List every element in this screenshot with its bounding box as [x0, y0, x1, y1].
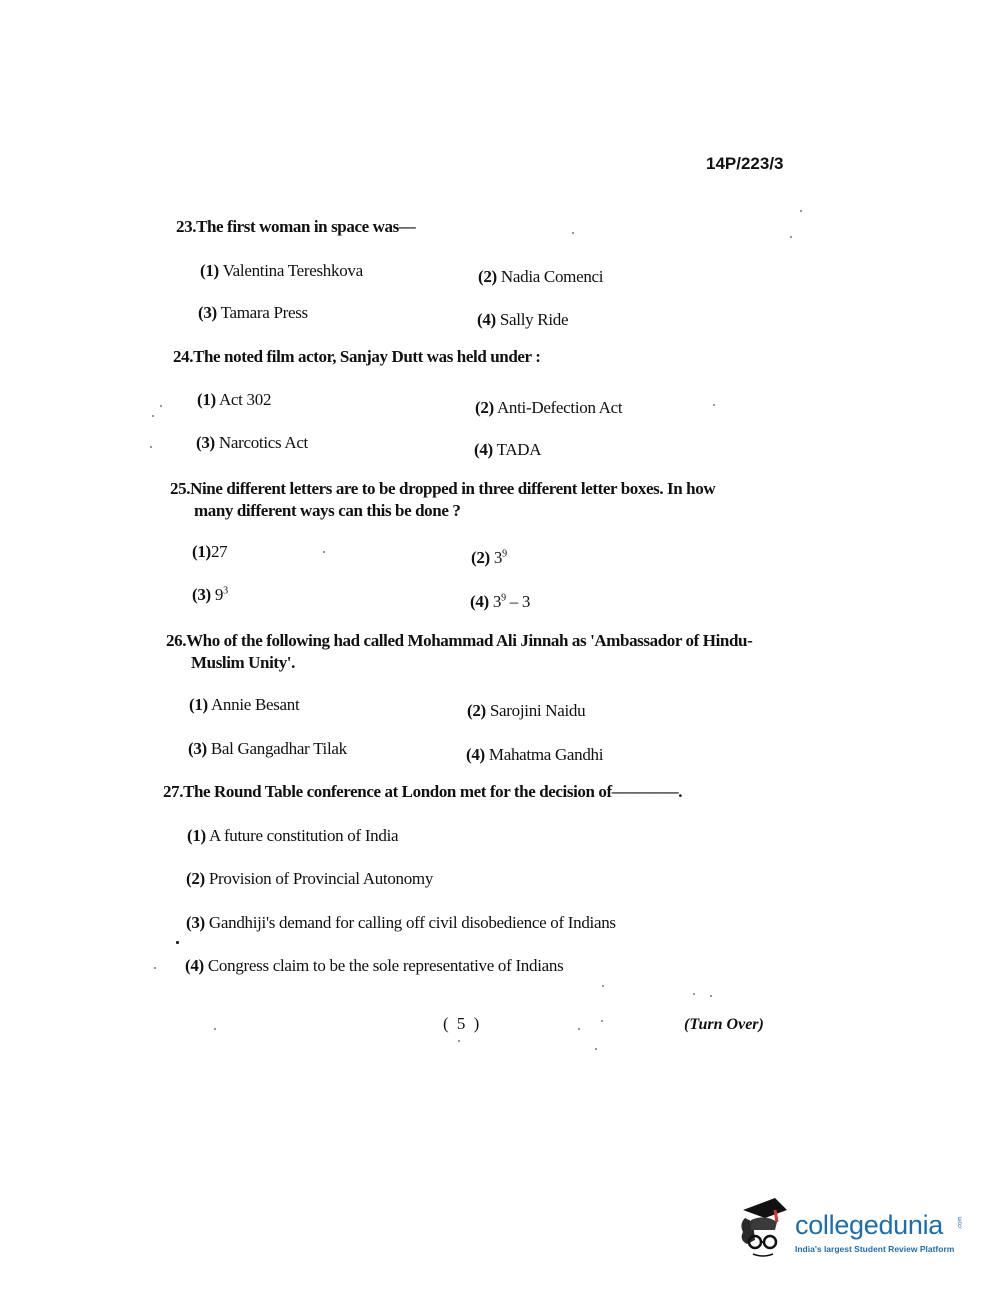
- brand-tagline: India's largest Student Review Platform: [795, 1244, 955, 1254]
- q23-option-4: (4) Sally Ride: [477, 310, 569, 329]
- page-number: ( 5 ): [443, 1014, 482, 1033]
- scan-speck: [154, 967, 156, 969]
- scan-speck: [790, 236, 792, 238]
- question-24: [173, 346, 540, 368]
- scan-speck: [800, 210, 802, 212]
- scan-speck: [572, 232, 574, 234]
- scan-speck: [150, 446, 152, 448]
- question-number: 25.: [170, 479, 191, 498]
- question-number: 24.: [173, 347, 194, 366]
- scan-speck: [693, 993, 695, 995]
- q25-option-2: (2) $3^9$: [471, 548, 507, 567]
- q23-option-2: (2) Nadia Comenci: [478, 267, 604, 286]
- q23-option-1: (1) Valentina Tereshkova: [200, 261, 363, 280]
- q26-option-4: (4) Mahatma Gandhi: [466, 745, 604, 764]
- q27-option-1: (1) A future constitution of India: [187, 826, 399, 845]
- scan-speck: [176, 941, 179, 944]
- q25-option-4: (4) $3^9 - 3$: [470, 592, 531, 611]
- q25-option-1: (1)27: [192, 542, 228, 561]
- question-number: 27.: [163, 782, 184, 801]
- question-text-line-1: Who of the following had called Mohammad Ali Jinnah as 'Ambassador of Hindu-: [186, 631, 753, 650]
- q27-option-2: (2) Provision of Provincial Autonomy: [186, 869, 434, 888]
- question-text-line-1: Nine different letters are to be dropped in three different letter boxes. In how: [190, 479, 716, 498]
- q27-option-4: (4) Congress claim to be the sole representative of Indians: [185, 956, 564, 975]
- brand-name: collegedunia: [795, 1210, 944, 1240]
- q23-option-3: (3) Tamara Press: [198, 303, 308, 322]
- q24-option-1: (1) Act 302: [197, 390, 272, 409]
- question-27: [163, 781, 682, 803]
- scan-speck: [458, 1040, 460, 1042]
- scan-speck: [323, 551, 325, 553]
- paper-code: 14P/223/3: [706, 154, 784, 173]
- question-text: The noted film actor, Sanjay Dutt was held under :: [193, 347, 541, 366]
- scan-speck: [710, 995, 712, 997]
- mascot-icon: [735, 1196, 793, 1258]
- scan-speck: [578, 1028, 580, 1030]
- q25-option-3: (3) $9^3$: [192, 585, 228, 604]
- q24-option-2: (2) Anti-Defection Act: [475, 398, 623, 417]
- question-text-line-2: many different ways can this be done ?: [194, 501, 461, 520]
- question-26: [166, 630, 796, 674]
- scan-speck: [601, 1020, 603, 1022]
- q24-option-4: (4) TADA: [474, 440, 542, 459]
- question-text: The first woman in space was—: [196, 217, 416, 236]
- question-23: [176, 216, 415, 238]
- scan-speck: [214, 1028, 216, 1030]
- question-number: 26.: [166, 631, 187, 650]
- q26-option-2: (2) Sarojini Naidu: [467, 701, 586, 720]
- scan-speck: [595, 1048, 597, 1050]
- question-text-line-2: Muslim Unity'.: [191, 653, 295, 672]
- q26-option-3: (3) Bal Gangadhar Tilak: [188, 739, 347, 758]
- q24-option-3: (3) Narcotics Act: [196, 433, 308, 452]
- q26-option-1: (1) Annie Besant: [189, 695, 300, 714]
- question-25: [170, 478, 790, 522]
- scan-speck: [713, 404, 715, 406]
- question-text: The Round Table conference at London met for the decision of————.: [183, 782, 683, 801]
- q27-option-3: (3) Gandhiji's demand for calling off civil disobedience of Indians: [186, 913, 616, 932]
- scan-speck: [160, 405, 162, 407]
- question-number: 23.: [176, 217, 197, 236]
- scan-speck: [602, 985, 604, 987]
- brand-com: .com: [957, 1216, 964, 1230]
- scan-speck: [152, 415, 154, 417]
- collegedunia-logo: [735, 1196, 965, 1266]
- turn-over-label: (Turn Over): [684, 1016, 764, 1033]
